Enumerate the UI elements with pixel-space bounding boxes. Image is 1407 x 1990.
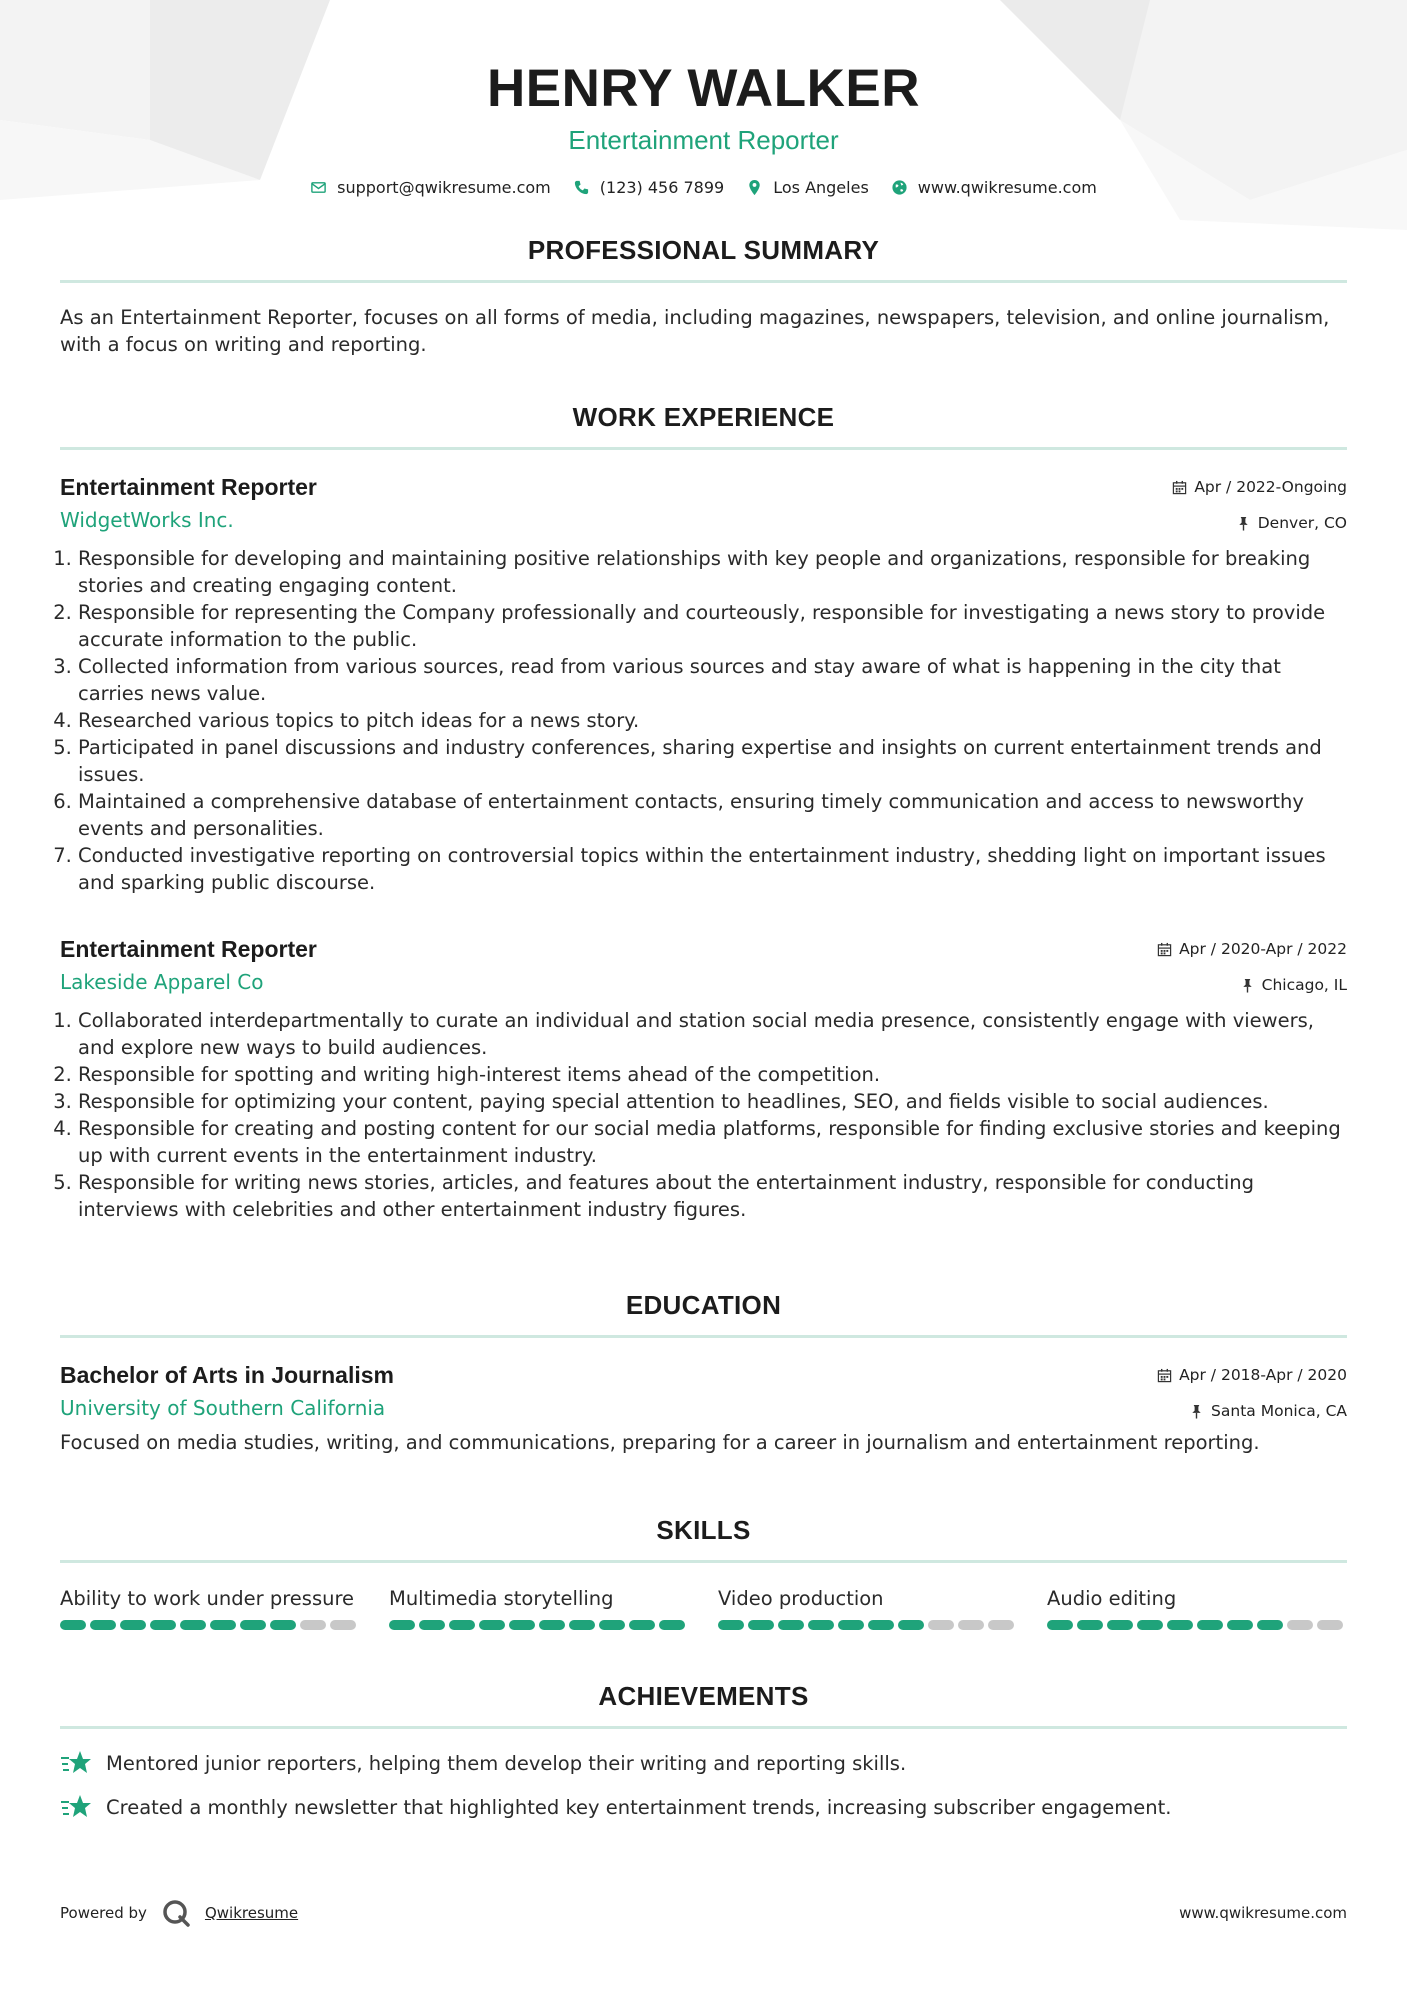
- section-divider: [60, 280, 1347, 283]
- skill-level-segment: [659, 1620, 685, 1630]
- list-item: 1. Collaborated interdepartmentally to curate an individual and station social media presence, consistently engage with viewers, and explore new ways to build audiences.: [78, 1007, 1347, 1061]
- page-footer: [60, 1898, 1347, 1928]
- job-responsibilities: [60, 545, 1347, 896]
- achievement-text: Created a monthly newsletter that highlighted key entertainment trends, increasing subscriber engagement.: [106, 1795, 1172, 1819]
- skill-level-segment: [539, 1620, 565, 1630]
- skill-level-segment: [808, 1620, 834, 1630]
- summary-section: [60, 234, 1347, 358]
- job-entry: [60, 472, 1347, 896]
- skill-level-segment: [718, 1620, 744, 1630]
- skill-level-segment: [150, 1620, 176, 1630]
- skill-level-segment: [1107, 1620, 1133, 1630]
- education-location-text: Santa Monica, CA: [1211, 1402, 1347, 1420]
- contact-phone[interactable]: [573, 178, 724, 197]
- skill-level-segment: [1287, 1620, 1313, 1630]
- skill-level-segment: [180, 1620, 206, 1630]
- work-heading: WORK EXPERIENCE: [572, 402, 835, 432]
- calendar-icon: [1157, 1368, 1172, 1383]
- list-item: 6. Maintained a comprehensive database of entertainment contacts, ensuring timely communication and access to newsworthy events and personalities.: [78, 788, 1347, 842]
- skill-level-segment: [330, 1620, 356, 1630]
- location-text: Los Angeles: [773, 178, 869, 197]
- skill-level-segment: [90, 1620, 116, 1630]
- map-pin-icon: [746, 179, 763, 196]
- list-item: 7. Conducted investigative reporting on controversial topics within the entertainment industry, shedding light on important issues and sparking public discourse.: [78, 842, 1347, 896]
- skill-level-segment: [120, 1620, 146, 1630]
- shooting-star-icon: [60, 1793, 92, 1821]
- company-name: WidgetWorks Inc.: [60, 508, 234, 532]
- skill-level-segment: [778, 1620, 804, 1630]
- skill-level-segment: [928, 1620, 954, 1630]
- skill-name: Multimedia storytelling: [389, 1587, 614, 1610]
- candidate-name: HENRY WALKER: [487, 59, 920, 118]
- phone-text: (123) 456 7899: [599, 178, 725, 197]
- skills-heading: SKILLS: [656, 1515, 751, 1545]
- calendar-icon: [1157, 942, 1172, 957]
- company-name: Lakeside Apparel Co: [60, 970, 264, 994]
- skill-level-segment: [449, 1620, 475, 1630]
- skill-level-segment: [210, 1620, 236, 1630]
- skill-level-segment: [1227, 1620, 1253, 1630]
- skill-level-segment: [838, 1620, 864, 1630]
- skill-level-segment: [419, 1620, 445, 1630]
- job-location: [1236, 514, 1347, 532]
- job-location: [1240, 976, 1347, 994]
- education-entry: [60, 1360, 1347, 1456]
- skill-level-segment: [270, 1620, 296, 1630]
- skill-item: [389, 1585, 689, 1630]
- list-item: 2. Responsible for representing the Company professionally and courteously, responsible for investigating a news story to provide accurate information to the public.: [78, 599, 1347, 653]
- job-dates-text: Apr / 2022-Ongoing: [1194, 478, 1347, 496]
- skill-level-segment: [958, 1620, 984, 1630]
- skill-item: [60, 1585, 360, 1630]
- contact-row: [60, 178, 1347, 197]
- job-title: Entertainment Reporter: [60, 474, 317, 500]
- envelope-icon: [310, 179, 327, 196]
- skill-level-segment: [868, 1620, 894, 1630]
- skill-level-segment: [479, 1620, 505, 1630]
- section-divider: [60, 447, 1347, 450]
- education-section: [60, 1289, 1347, 1456]
- achievement-item: [60, 1749, 1347, 1777]
- skill-name: Video production: [718, 1587, 884, 1610]
- skill-level-bar: [60, 1620, 360, 1630]
- achievement-text: Mentored junior reporters, helping them develop their writing and reporting skills.: [106, 1751, 907, 1775]
- skill-level-bar: [389, 1620, 689, 1630]
- skill-level-segment: [1167, 1620, 1193, 1630]
- skill-item: [718, 1585, 1018, 1630]
- skill-level-segment: [988, 1620, 1014, 1630]
- skill-level-segment: [509, 1620, 535, 1630]
- skill-level-segment: [1197, 1620, 1223, 1630]
- section-divider: [60, 1726, 1347, 1729]
- section-divider: [60, 1560, 1347, 1563]
- pushpin-icon: [1236, 516, 1251, 531]
- skill-level-segment: [240, 1620, 266, 1630]
- job-dates: [1157, 940, 1347, 958]
- skill-level-segment: [1077, 1620, 1103, 1630]
- skill-level-segment: [599, 1620, 625, 1630]
- candidate-role: Entertainment Reporter: [568, 125, 839, 155]
- list-item: 5. Responsible for writing news stories, articles, and features about the entertainment industry, responsible for conducting interviews with celebrities and other entertainment industry figures.: [78, 1169, 1347, 1223]
- achievement-item: [60, 1793, 1347, 1821]
- qwikresume-link[interactable]: Qwikresume: [204, 1904, 299, 1922]
- education-heading: EDUCATION: [625, 1290, 782, 1320]
- summary-text: As an Entertainment Reporter, focuses on all forms of media, including magazines, newspapers, television, and online journalism, with a focus on writing and reporting.: [60, 306, 1330, 356]
- skill-level-bar: [718, 1620, 1018, 1630]
- skill-level-segment: [1317, 1620, 1343, 1630]
- education-description: Focused on media studies, writing, and communications, preparing for a career in journalism and entertainment reporting.: [60, 1431, 1260, 1454]
- contact-email[interactable]: [310, 178, 551, 197]
- job-responsibilities: [60, 1007, 1347, 1223]
- skill-level-segment: [389, 1620, 415, 1630]
- list-item: 4. Researched various topics to pitch ideas for a news story.: [78, 707, 1347, 734]
- resume-header: [60, 0, 1347, 197]
- skill-level-segment: [300, 1620, 326, 1630]
- contact-website[interactable]: [891, 178, 1097, 197]
- website-text: www.qwikresume.com: [917, 178, 1097, 197]
- list-item: 3. Collected information from various sources, read from various sources and stay aware of what is happening in the city that carries news value.: [78, 653, 1347, 707]
- skills-grid: [60, 1585, 1347, 1630]
- skill-level-bar: [1047, 1620, 1347, 1630]
- job-title: Entertainment Reporter: [60, 936, 317, 962]
- contact-location: [746, 178, 869, 197]
- job-location-text: Chicago, IL: [1261, 976, 1347, 994]
- list-item: 4. Responsible for creating and posting content for our social media platforms, responsible for finding exclusive stories and keeping up with current events in the entertainment industry.: [78, 1115, 1347, 1169]
- job-entry: [60, 934, 1347, 1223]
- list-item: 1. Responsible for developing and maintaining positive relationships with key people and organizations, responsible for breaking stories and creating engaging content.: [78, 545, 1347, 599]
- list-item: 3. Responsible for optimizing your content, paying special attention to headlines, SEO, and fields visible to social audiences.: [78, 1088, 1347, 1115]
- job-dates: [1172, 478, 1347, 496]
- achievements-list: [60, 1749, 1347, 1821]
- education-dates-text: Apr / 2018-Apr / 2020: [1179, 1366, 1347, 1384]
- school-name: University of Southern California: [60, 1396, 386, 1420]
- pushpin-icon: [1240, 978, 1255, 993]
- job-dates-text: Apr / 2020-Apr / 2022: [1179, 940, 1347, 958]
- globe-icon: [891, 179, 908, 196]
- work-experience-section: [60, 401, 1347, 1223]
- list-item: 2. Responsible for spotting and writing high-interest items ahead of the competition.: [78, 1061, 1347, 1088]
- skill-level-segment: [1047, 1620, 1073, 1630]
- achievements-heading: ACHIEVEMENTS: [598, 1681, 809, 1711]
- shooting-star-icon: [60, 1749, 92, 1777]
- skill-level-segment: [569, 1620, 595, 1630]
- education-dates: [1157, 1366, 1347, 1384]
- list-item: 5. Participated in panel discussions and industry conferences, sharing expertise and insights on current entertainment trends and issues.: [78, 734, 1347, 788]
- powered-label: Powered by: [60, 1904, 147, 1922]
- phone-icon: [573, 179, 590, 196]
- skills-section: [60, 1514, 1347, 1630]
- email-text: support@qwikresume.com: [337, 178, 551, 197]
- skill-level-segment: [1257, 1620, 1283, 1630]
- skill-name: Audio editing: [1047, 1587, 1177, 1610]
- footer-website[interactable]: www.qwikresume.com: [1179, 1904, 1347, 1922]
- skill-name: Ability to work under pressure: [60, 1587, 355, 1610]
- pushpin-icon: [1189, 1404, 1204, 1419]
- powered-by: [60, 1898, 298, 1928]
- qwikresume-logo-icon: [161, 1898, 191, 1928]
- education-location: [1189, 1402, 1347, 1420]
- skill-level-segment: [748, 1620, 774, 1630]
- section-divider: [60, 1335, 1347, 1338]
- skill-level-segment: [898, 1620, 924, 1630]
- skill-level-segment: [629, 1620, 655, 1630]
- achievements-section: [60, 1680, 1347, 1821]
- skill-level-segment: [1137, 1620, 1163, 1630]
- degree-title: Bachelor of Arts in Journalism: [60, 1362, 394, 1388]
- calendar-icon: [1172, 480, 1187, 495]
- job-location-text: Denver, CO: [1257, 514, 1347, 532]
- skill-item: [1047, 1585, 1347, 1630]
- skill-level-segment: [60, 1620, 86, 1630]
- summary-heading: PROFESSIONAL SUMMARY: [527, 235, 880, 265]
